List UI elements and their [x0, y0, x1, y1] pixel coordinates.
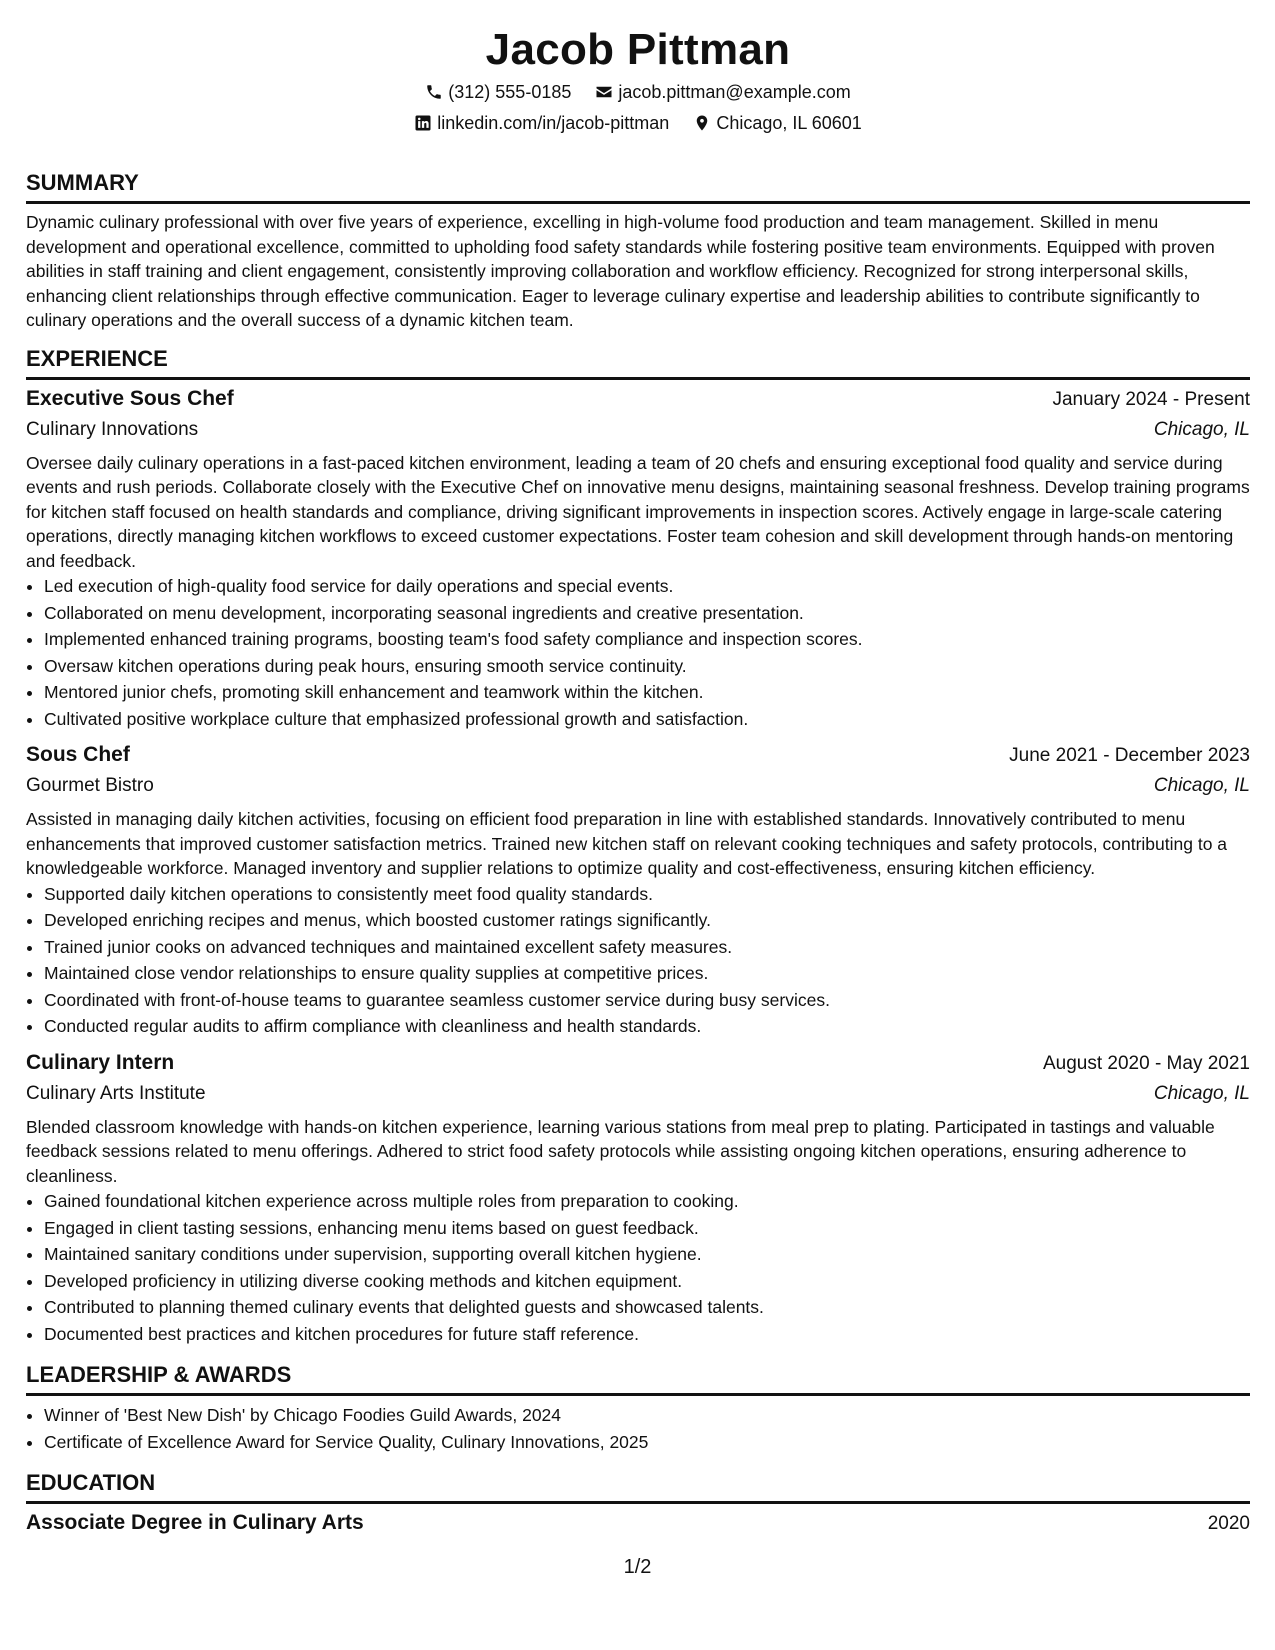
degree-name: Associate Degree in Culinary Arts — [26, 1511, 364, 1534]
list-item: • Supported daily kitchen operations to consistently meet food quality standards. — [44, 881, 1250, 908]
company-name: Culinary Arts Institute — [26, 1082, 206, 1104]
location-text: Chicago, IL 60601 — [716, 113, 862, 133]
phone-icon — [425, 83, 443, 101]
experience-section — [26, 345, 1250, 1348]
job-bullets — [26, 1188, 1250, 1347]
contact-line-2 — [26, 111, 1250, 135]
degree-year: 2020 — [1207, 1513, 1250, 1534]
list-item: • Developed enriching recipes and menus, which boosted customer ratings significantly. — [44, 907, 1250, 934]
section-title: SUMMARY — [26, 169, 1250, 204]
candidate-name: Jacob Pittman — [485, 25, 791, 74]
phone-number: (312) 555-0185 — [448, 82, 572, 102]
job-entry — [26, 384, 1250, 733]
phone-item — [425, 80, 571, 104]
job-location: Chicago, IL — [1153, 775, 1250, 796]
job-description: Assisted in managing daily kitchen activities, focusing on efficient food preparation in line with established standards. Innovatively contributed to menu enhancements that improved customer satisfaction metrics. Trained new kitchen staff on relevant cooking techniques and safety protocols, contributing to a knowledgeable workforce. Managed inventory and supplier relations to optimize quality and cost-effectiveness, ensuring kitchen efficiency. — [26, 809, 1228, 878]
job-location: Chicago, IL — [1153, 418, 1250, 440]
linkedin-icon — [414, 114, 432, 132]
list-item: • Developed proficiency in utilizing diverse cooking methods and kitchen equipment. — [44, 1268, 1250, 1295]
job-title: Executive Sous Chef — [26, 386, 234, 410]
list-item: • Certificate of Excellence Award for Service Quality, Culinary Innovations, 2025 — [44, 1429, 1250, 1456]
list-item: • Maintained sanitary conditions under supervision, supporting overall kitchen hygiene. — [44, 1241, 1250, 1268]
list-item: • Documented best practices and kitchen procedures for future staff reference. — [44, 1321, 1250, 1348]
job-entry — [26, 740, 1250, 1040]
awards-section — [26, 1361, 1250, 1455]
list-item: • Implemented enhanced training programs, boosting team's food safety compliance and inspection scores. — [44, 626, 1250, 653]
list-item: • Trained junior cooks on advanced techniques and maintained excellent safety measures. — [44, 934, 1250, 961]
section-title: EDUCATION — [26, 1469, 1250, 1504]
email-address: jacob.pittman@example.com — [618, 82, 851, 102]
envelope-icon — [595, 83, 613, 101]
section-title: EXPERIENCE — [26, 345, 1250, 380]
location-item — [693, 111, 861, 135]
resume-page — [26, 0, 1250, 1539]
list-item: • Engaged in client tasting sessions, enhancing menu items based on guest feedback. — [44, 1215, 1250, 1242]
list-item: • Maintained close vendor relationships to ensure quality supplies at competitive prices. — [44, 960, 1250, 987]
list-item: • Mentored junior chefs, promoting skill enhancement and teamwork within the kitchen. — [44, 679, 1250, 706]
section-title: LEADERSHIP & AWARDS — [26, 1361, 1250, 1396]
list-item: • Oversaw kitchen operations during peak hours, ensuring smooth service continuity. — [44, 653, 1250, 680]
job-description: Oversee daily culinary operations in a fast-paced kitchen environment, leading a team of 20 chefs and ensuring exceptional food quality and service during events and rush periods. Collaborate closely with the Executive Chef on innovative menu designs, maintaining seasonal freshness. Develop training programs for kitchen staff focused on health standards and compliance, driving significant improvements in inspection scores. Actively engage in large-scale catering operations, directly managing kitchen workflows to exceed customer expectations. Foster team cohesion and skill development through hands-on mentoring and feedback. — [26, 452, 1250, 571]
list-item: • Winner of 'Best New Dish' by Chicago Foodies Guild Awards, 2024 — [44, 1402, 1250, 1429]
list-item: • Contributed to planning themed culinary events that delighted guests and showcased talents. — [44, 1294, 1250, 1321]
job-dates: January 2024 - Present — [1052, 388, 1250, 410]
list-item: • Coordinated with front-of-house teams to guarantee seamless customer service during busy services. — [44, 987, 1250, 1014]
email-item[interactable] — [595, 80, 850, 104]
contact-line-1 — [26, 80, 1250, 104]
summary-section — [26, 169, 1250, 333]
list-item: • Collaborated on menu development, incorporating seasonal ingredients and creative presentation. — [44, 600, 1250, 627]
company-name: Gourmet Bistro — [26, 775, 154, 796]
company-name: Culinary Innovations — [26, 418, 199, 440]
linkedin-url: linkedin.com/in/jacob-pittman — [437, 113, 670, 133]
education-section — [26, 1469, 1250, 1539]
page-number: 1/2 — [623, 1556, 652, 1578]
job-description: Blended classroom knowledge with hands-on kitchen experience, learning various stations from meal prep to plating. Participated in tastings and valuable feedback sessions related to menu offerings. Adhered to strict food safety protocols while assisting ongoing kitchen operations, ensuring adherence to cleanliness. — [26, 1116, 1215, 1186]
job-location: Chicago, IL — [1153, 1082, 1250, 1104]
linkedin-item[interactable] — [414, 111, 669, 135]
list-item: • Cultivated positive workplace culture that emphasized professional growth and satisfaction. — [44, 706, 1250, 733]
list-item: • Led execution of high-quality food service for daily operations and special events. — [44, 573, 1250, 600]
job-dates: August 2020 - May 2021 — [1042, 1052, 1250, 1074]
summary-text: Dynamic culinary professional with over five years of experience, excelling in high-volume food production and team management. Skilled in menu development and operational excellence, committed to upholding food safety standards while fostering positive team environments. Equipped with proven abilities in staff training and client engagement, consistently improving collaboration and workflow efficiency. Recognized for strong interpersonal skills, enhancing client relationships through effective communication. Eager to leverage culinary expertise and leadership abilities to contribute significantly to culinary operations and the overall success of a dynamic kitchen team. — [26, 212, 1215, 330]
list-item: • Gained foundational kitchen experience across multiple roles from preparation to cooking. — [44, 1188, 1250, 1215]
map-pin-icon — [693, 114, 711, 132]
job-title: Sous Chef — [26, 743, 130, 766]
job-bullets — [26, 881, 1250, 1040]
awards-list — [26, 1402, 1250, 1455]
job-entry — [26, 1048, 1250, 1348]
job-bullets — [26, 573, 1250, 732]
list-item: • Conducted regular audits to affirm compliance with cleanliness and health standards. — [44, 1013, 1250, 1040]
job-title: Culinary Intern — [26, 1050, 175, 1074]
job-dates: June 2021 - December 2023 — [1009, 745, 1250, 766]
